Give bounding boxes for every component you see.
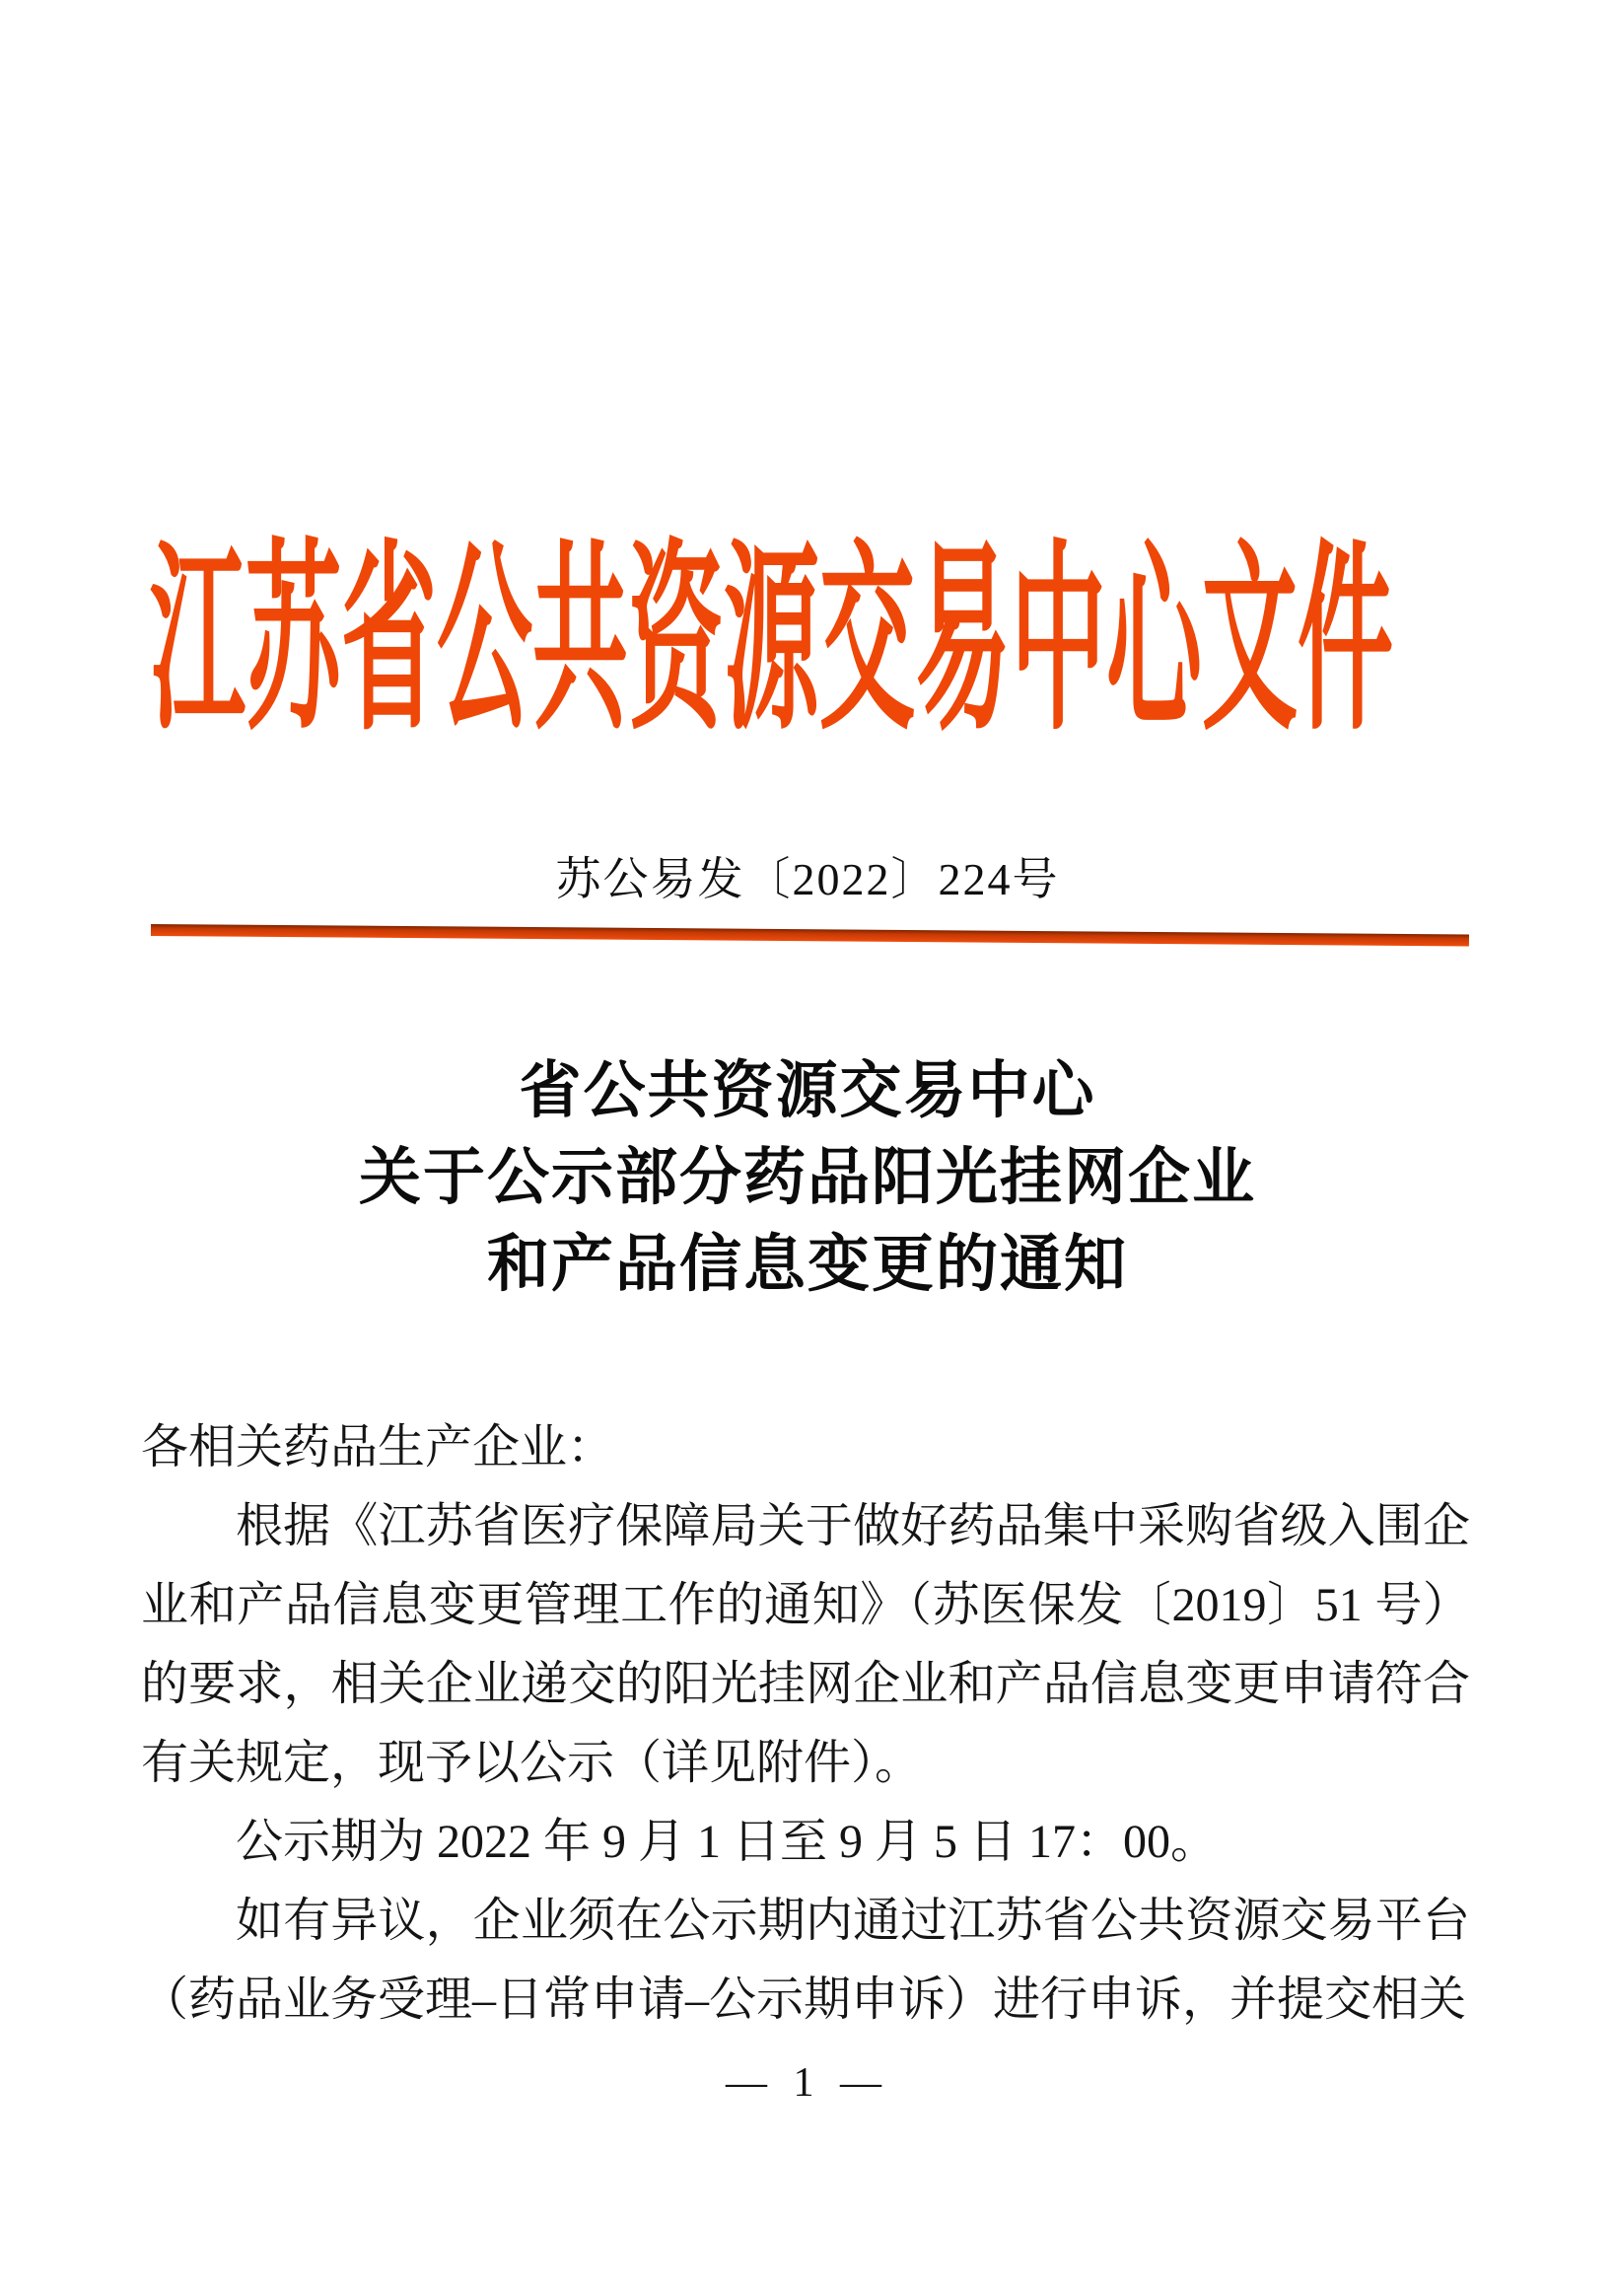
red-header-banner: 江苏省公共资源交易中心文件 <box>150 530 1393 754</box>
notice-body <box>141 1408 1470 2040</box>
page-number: — 1 — <box>726 2060 889 2106</box>
notice-title <box>0 1047 1615 1308</box>
document-number: 苏公易发〔2022〕224号 <box>555 854 1060 904</box>
notice-title-line-2: 关于公示部分药品阳光挂网企业 <box>359 1143 1256 1212</box>
red-separator-line <box>151 924 1469 947</box>
notice-title-line-1: 省公共资源交易中心 <box>519 1056 1096 1125</box>
notice-title-line-3: 和产品信息变更的通知 <box>487 1230 1128 1299</box>
salutation: 各相关药品生产企业： <box>141 1421 615 1473</box>
body-paragraph-basis: 根据《江苏省医疗保障局关于做好药品集中采购省级入围企业和产品信息变更管理工作的通知》（苏医保发〔2019〕51 号）的要求，相关企业递交的阳光挂网企业和产品信息变更申请符合有关规定，现予以公示（详见附件）。 <box>141 1500 1470 1789</box>
body-paragraph-objection: 如有异议，企业须在公示期内通过江苏省公共资源交易平台（药品业务受理–日常申请–公示期申诉）进行申诉，并提交相关 <box>141 1895 1470 2026</box>
body-paragraph-publicity-period: 公示期为 2022 年 9 月 1 日至 9 月 5 日 17：00。 <box>236 1816 1219 1868</box>
